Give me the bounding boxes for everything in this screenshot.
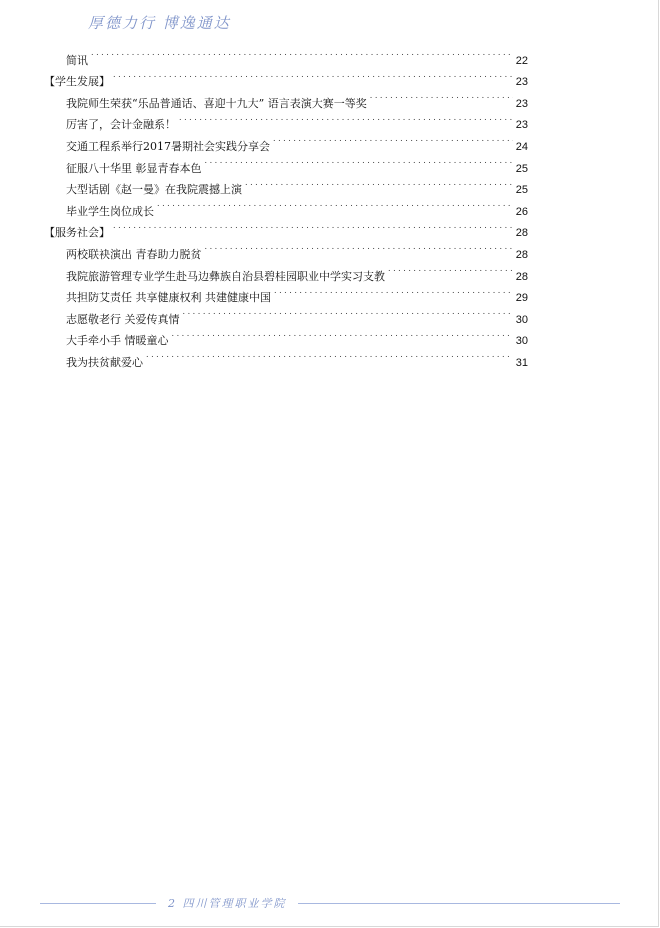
toc-dot-leader [274,280,513,302]
toc-page-number: 30 [515,335,528,348]
toc-dot-leader [179,107,513,129]
toc-page-number: 23 [515,119,528,132]
toc-entry-title: 厉害了，会计金融系！ [66,118,176,132]
toc-entry-title: 共担防艾责任 共享健康权利 共建健康中国 [66,291,271,305]
toc-entry-title: 我院旅游管理专业学生赴马边彝族自治县碧桂园职业中学实习支教 [66,269,385,283]
toc-entry-title: 大手牵小手 情暖童心 [66,334,169,348]
toc-entry[interactable] [44,42,528,67]
toc-section-heading[interactable] [44,215,528,240]
toc-entry-title: 我为扶贫献爱心 [66,355,143,369]
toc-dot-leader [245,172,513,194]
toc-dot-leader [172,323,513,345]
toc-dot-leader [205,236,513,258]
toc-dot-leader [157,193,513,215]
toc-section-heading[interactable] [44,64,528,89]
toc-dot-leader [273,128,513,150]
toc-page-number: 25 [515,184,528,197]
toc-entry[interactable] [44,236,528,261]
toc-page-number: 29 [515,292,528,305]
toc-dot-leader [146,344,513,366]
footer-text [168,895,287,911]
toc-entry-title: 毕业学生岗位成长 [66,204,154,218]
toc-dot-leader [388,258,513,280]
toc-entry-title: 大型话剧《赵一曼》在我院震撼上演 [66,183,242,197]
toc-entry-title: 志愿敬老行 关爱传真情 [66,312,180,326]
toc-entry-title: 两校联袂演出 青春助力脱贫 [66,247,202,261]
footer-rule-left [40,903,156,904]
header-motto: 厚德力行 博逸通达 [88,14,231,32]
toc-page-number: 31 [515,356,528,369]
toc-page-number: 23 [515,97,528,110]
toc-dot-leader [183,301,513,323]
footer-page-number: 2 [168,897,177,910]
toc-dot-leader [370,85,513,107]
toc-page-number: 28 [515,270,528,283]
toc-entry-title: 【学生发展】 [44,75,110,89]
toc-entry-title: 我院师生荣获“乐品普通话、喜迎十九大” 语言表演大赛一等奖 [66,96,367,110]
table-of-contents [44,42,528,369]
toc-page-number: 28 [515,248,528,261]
toc-page-number: 30 [515,313,528,326]
toc-dot-leader [113,64,513,86]
toc-entry-title: 简讯 [66,53,88,67]
toc-entry[interactable] [44,85,528,110]
toc-entry-title: 征服八十华里 彰显青春本色 [66,161,202,175]
toc-page-number: 23 [515,76,528,89]
toc-dot-leader [205,150,513,172]
toc-entry-title: 【服务社会】 [44,226,110,240]
toc-page-number: 26 [515,205,528,218]
toc-page-number: 25 [515,162,528,175]
toc-page-number: 24 [515,140,528,153]
toc-page-number: 22 [515,54,528,67]
toc-entry-title: 交通工程系举行2017暑期社会实践分享会 [66,139,270,153]
footer-school-name: 四川管理职业学院 [182,897,287,910]
footer-rule-right [298,903,620,904]
toc-page-number: 28 [515,227,528,240]
page-footer [40,896,620,910]
toc-dot-leader [91,42,513,64]
toc-dot-leader [113,215,513,237]
